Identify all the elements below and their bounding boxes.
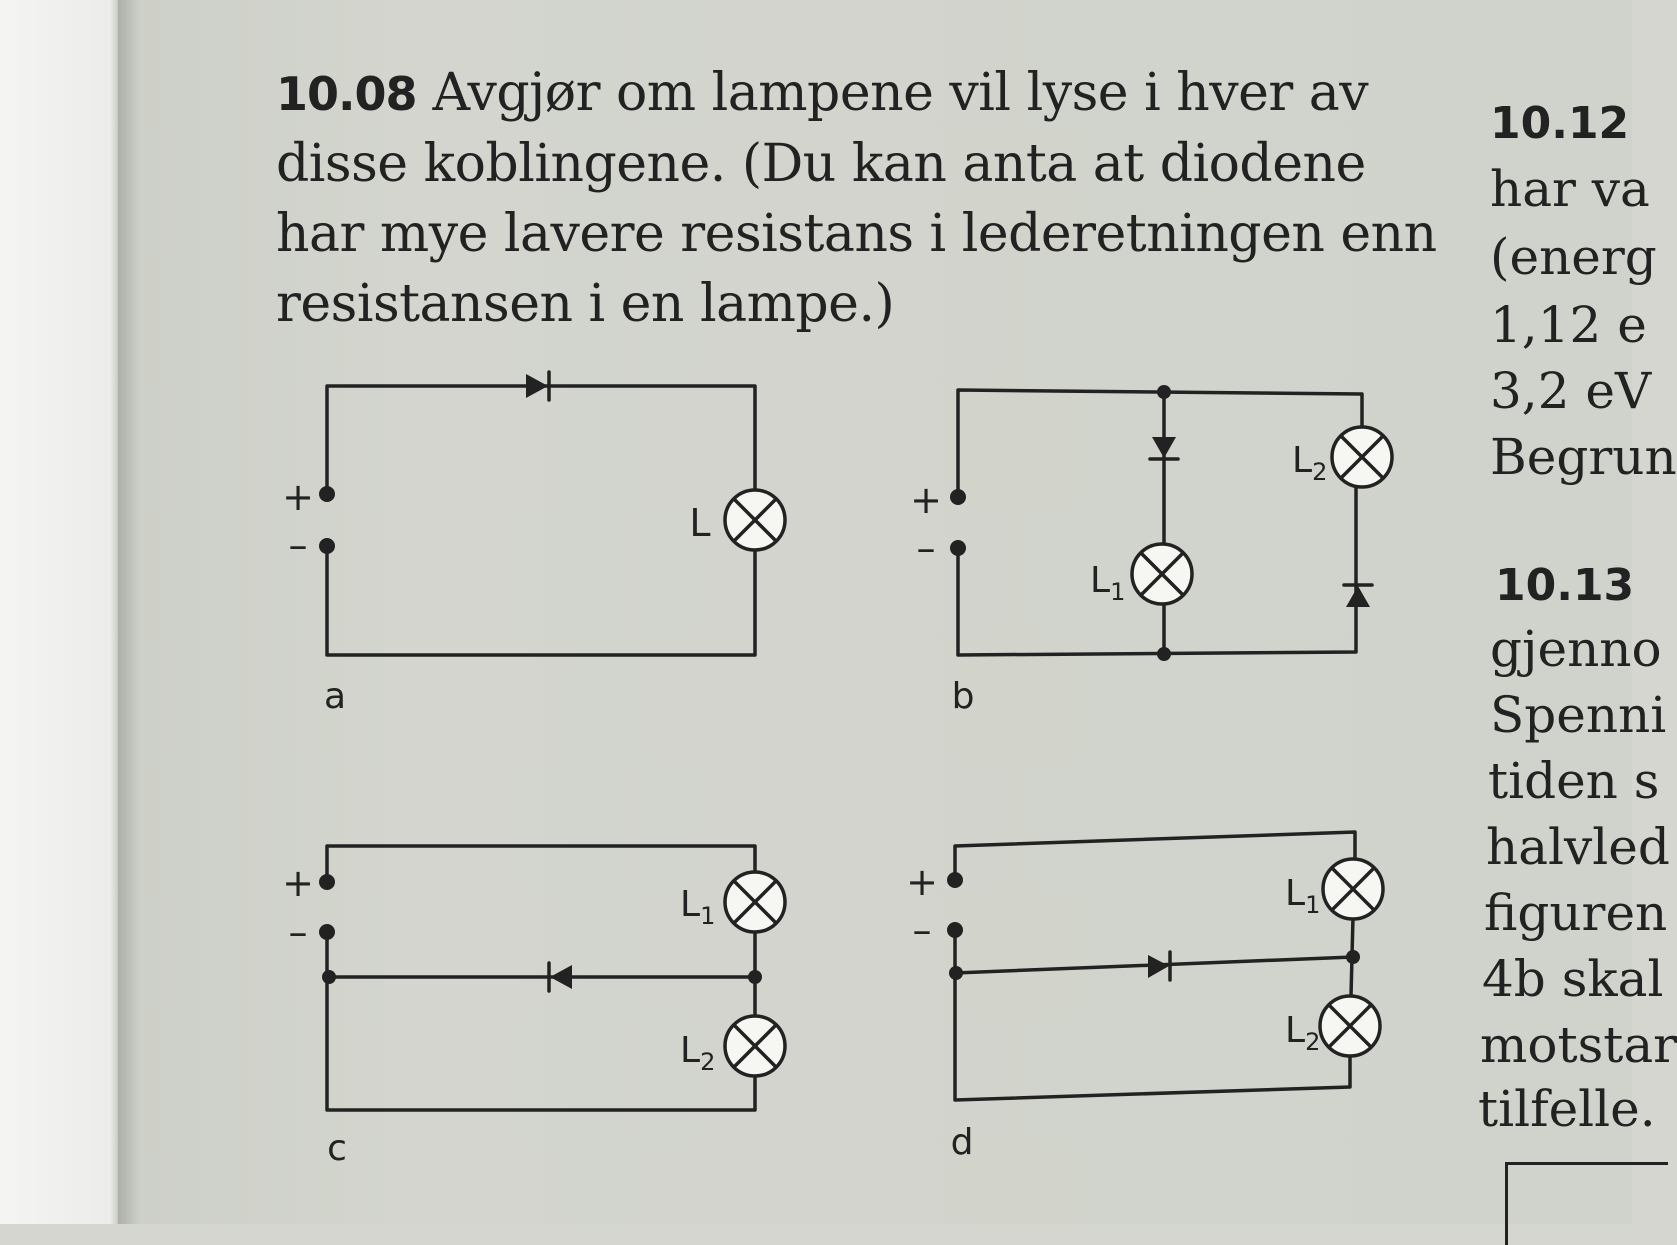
circuit-b-junction-bottom (1157, 647, 1171, 661)
problem-10-12-line-2: (energ (1490, 228, 1657, 286)
circuit-d (906, 832, 1383, 1163)
circuit-d-lamp-1-icon (1323, 859, 1383, 919)
problem-10-13-line-4: halvled (1486, 818, 1670, 876)
circuit-b-lamp-2-label: $L_2$ (1292, 440, 1328, 486)
problem-10-13-line-1: gjenno (1490, 620, 1662, 678)
circuit-d-lamp-2-icon (1320, 996, 1380, 1056)
circuit-c-lamp-2-label: $L_2$ (680, 1030, 716, 1076)
circuit-c-minus-sign: – (288, 910, 308, 954)
circuit-b-junction-top (1157, 385, 1171, 399)
problem-line-4: resistansen i en lampe.) (276, 274, 895, 334)
circuit-d-lamp-2-label: $L_2$ (1285, 1010, 1321, 1056)
circuit-d-lamp-1-label: $L_1$ (1285, 873, 1321, 919)
problem-10-12-line-1: har va (1490, 160, 1650, 218)
circuit-a-minus-sign: – (288, 523, 308, 567)
circuit-d-minus-sign: – (912, 908, 932, 952)
problem-10-12-line-3: 1,12 e (1490, 296, 1647, 354)
circuit-c-lamp-2-icon (725, 1016, 785, 1076)
circuit-c-minus-terminal (319, 924, 335, 940)
figure-box-corner (1505, 1162, 1668, 1245)
circuit-d-plus-sign: + (906, 860, 938, 904)
circuit-c-wire-bottom (327, 934, 755, 1110)
problem-10-13-number: 10.13 (1495, 560, 1635, 611)
problem-line-1: 10.08 Avgjør om lampene vil lyse i hver av (276, 63, 1369, 123)
circuit-b-label: b (951, 676, 975, 717)
problem-10-13-line-3: tiden s (1488, 752, 1660, 810)
circuit-b-lamp-1-icon (1132, 544, 1192, 604)
circuit-a-wire-top (327, 386, 755, 498)
circuit-a-plus-sign: + (282, 475, 314, 519)
problem-number: 10.08 (276, 67, 417, 121)
circuit-b-plus-sign: + (910, 478, 942, 522)
circuit-c-diode (549, 963, 572, 991)
problem-10-13-line-6: 4b skal (1482, 950, 1664, 1008)
circuit-a-plus-terminal (319, 486, 335, 502)
circuit-b-diode-1 (1150, 437, 1178, 459)
circuit-c (282, 846, 785, 1169)
circuit-d-label: d (950, 1122, 974, 1163)
circuit-d-minus-terminal (947, 922, 963, 938)
circuit-a-wire-bottom (327, 548, 755, 655)
circuit-b-lamp-2-icon (1332, 427, 1392, 487)
circuit-b-diode-2 (1344, 585, 1372, 607)
circuit-d-junction-left (949, 966, 963, 980)
problem-10-12-number: 10.12 (1490, 98, 1630, 149)
circuit-b-plus-terminal (950, 489, 966, 505)
circuit-a-lamp-label: L (689, 501, 711, 545)
circuit-b-minus-sign: – (916, 526, 936, 570)
circuit-c-junction-right (748, 970, 762, 984)
circuit-c-lamp-1-label: $L_1$ (680, 884, 716, 930)
circuit-a-diode (526, 372, 549, 400)
circuit-c-plus-terminal (319, 874, 335, 890)
problem-line-3: har mye lavere resistans i lederetningen enn (276, 204, 1437, 264)
circuit-d-junction-right (1346, 950, 1360, 964)
problem-10-13-line-7: motstar (1480, 1016, 1677, 1074)
circuit-a-lamp-icon (725, 490, 785, 550)
circuit-a-minus-terminal (319, 538, 335, 554)
circuit-b (910, 385, 1392, 717)
circuit-a-label: a (323, 676, 347, 717)
problem-10-12-line-4: 3,2 eV (1490, 362, 1652, 420)
circuit-c-junction-left (322, 970, 336, 984)
circuit-d-diode (1148, 952, 1170, 980)
problem-10-13-line-8: tilfelle. (1478, 1080, 1656, 1138)
circuit-d-plus-terminal (947, 872, 963, 888)
problem-10-13-line-5: figuren (1484, 884, 1668, 942)
circuit-c-lamp-1-icon (725, 872, 785, 932)
circuit-b-minus-terminal (950, 540, 966, 556)
circuit-c-label: c (327, 1128, 347, 1169)
circuit-d-wire-top (955, 832, 1355, 878)
circuit-c-plus-sign: + (282, 861, 314, 905)
circuit-a (282, 372, 785, 717)
problem-line-2: disse koblingene. (Du kan anta at diodene (276, 134, 1366, 194)
circuit-b-lamp-1-label: $L_1$ (1090, 560, 1126, 606)
problem-10-12-line-5: Begrun (1490, 428, 1677, 486)
circuit-c-wire-top (327, 846, 755, 880)
problem-10-13-line-2: Spenni (1490, 686, 1667, 744)
